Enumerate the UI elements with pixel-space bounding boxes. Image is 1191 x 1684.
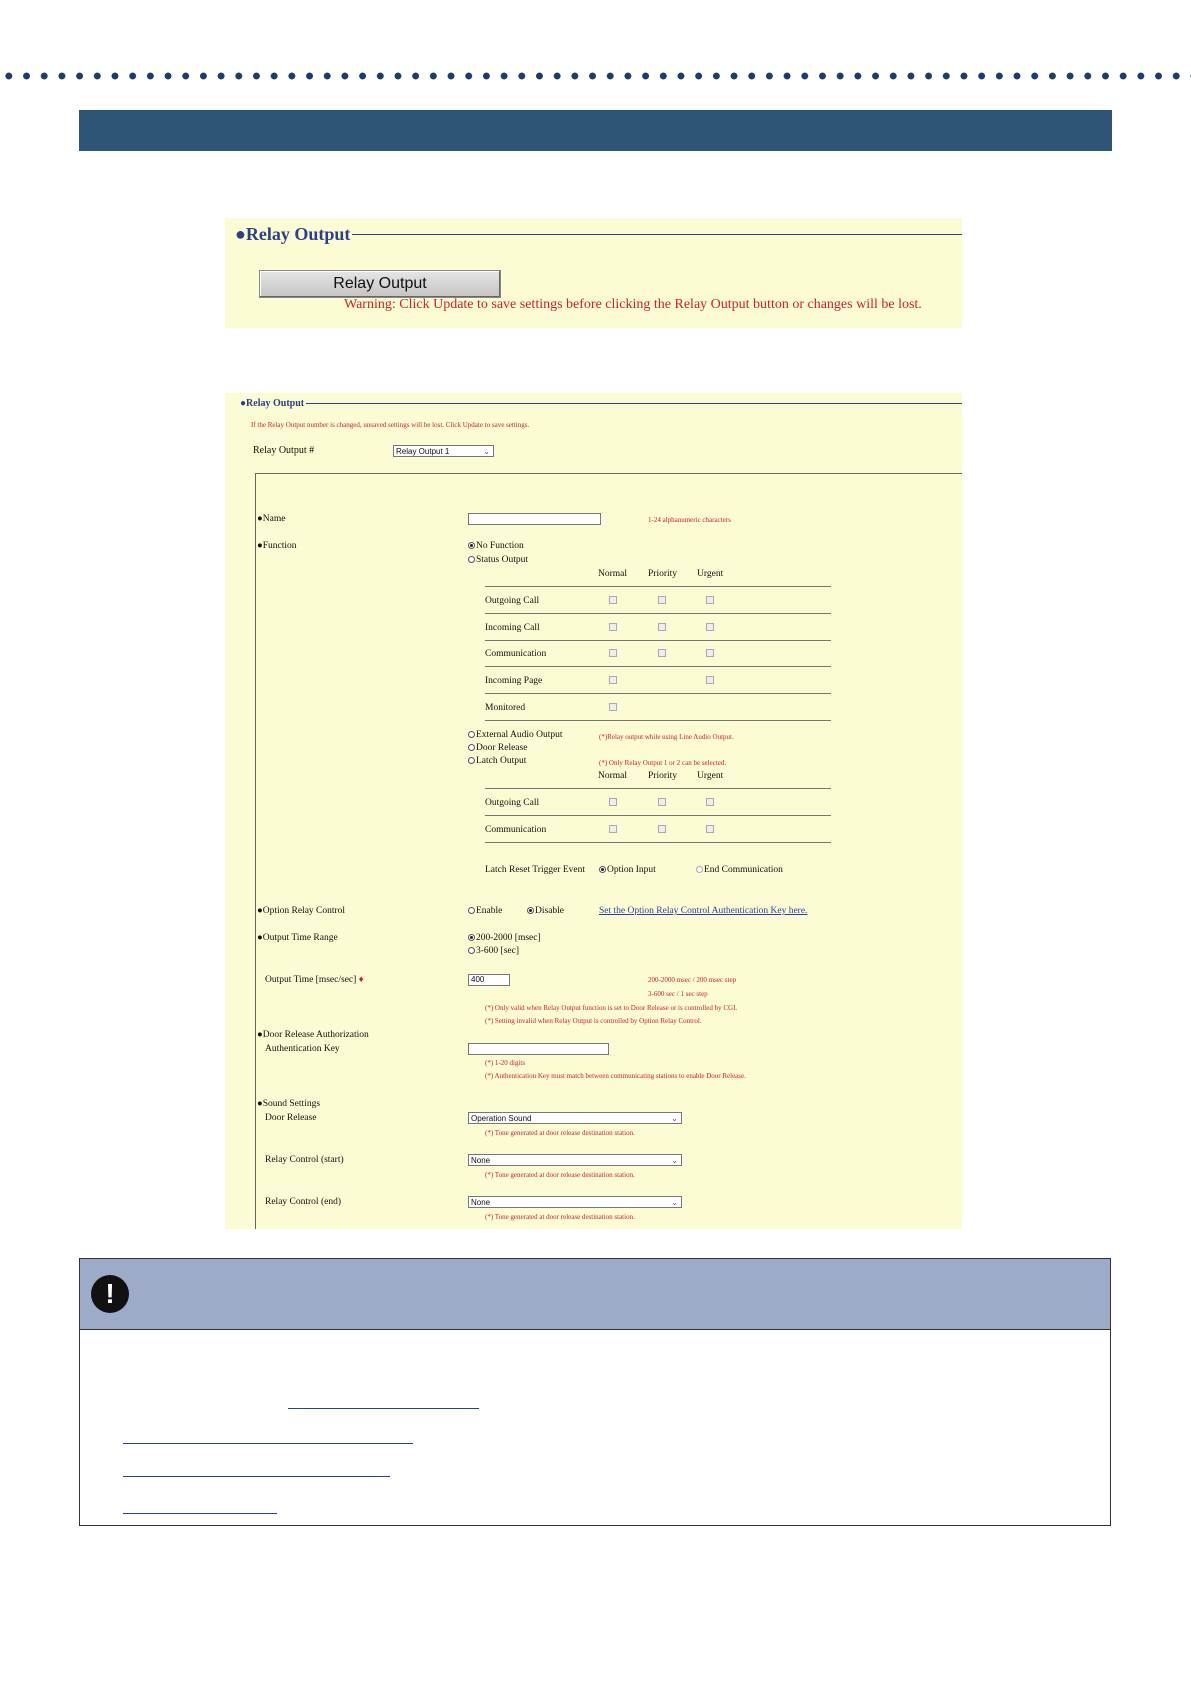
chevron-down-icon: ⌄ xyxy=(483,447,490,456)
dotted-divider xyxy=(0,72,1191,80)
status-row-label: Communication xyxy=(485,649,547,659)
option-relay-label: ●Option Relay Control xyxy=(257,906,346,916)
door-auth-label: ●Door Release Authorization xyxy=(257,1030,369,1040)
name-label: ●Name xyxy=(257,514,286,524)
radio-selected-icon xyxy=(527,907,534,914)
checkbox[interactable] xyxy=(609,825,617,833)
checkbox[interactable] xyxy=(658,649,666,657)
chevron-down-icon: ⌄ xyxy=(671,1198,678,1207)
link-underline[interactable] xyxy=(288,1408,479,1409)
checkbox[interactable] xyxy=(658,825,666,833)
output-time-label: Output Time [msec/sec] ♦ xyxy=(265,975,364,985)
link-underline[interactable] xyxy=(123,1513,277,1514)
checkbox[interactable] xyxy=(658,798,666,806)
radio-icon xyxy=(468,757,475,764)
latch-row-label: Communication xyxy=(485,825,547,835)
radio-selected-icon xyxy=(599,866,606,873)
sound-start-select[interactable]: None ⌄ xyxy=(468,1154,682,1166)
col-priority: Priority xyxy=(648,771,678,781)
latch-option-input-radio[interactable]: Option Input xyxy=(599,865,656,875)
name-note: 1-24 alphanumeric characters xyxy=(648,516,731,524)
checkbox[interactable] xyxy=(609,649,617,657)
legend-title: ●Relay Output xyxy=(235,224,351,244)
legend-title: ●Relay Output xyxy=(240,398,305,409)
range-msec-radio[interactable]: 200-2000 [msec] xyxy=(468,933,541,943)
latch-reset-label: Latch Reset Trigger Event xyxy=(485,865,585,875)
checkbox[interactable] xyxy=(609,623,617,631)
sound-note: (*) Tone generated at door release destination station. xyxy=(485,1213,635,1221)
sound-start-label: Relay Control (start) xyxy=(265,1155,344,1165)
sound-door-label: Door Release xyxy=(265,1113,317,1123)
relay-change-notice: If the Relay Output number is changed, unsaved settings will be lost. Click Update to save settings. xyxy=(251,421,530,429)
chevron-down-icon: ⌄ xyxy=(671,1156,678,1165)
relay-number-label: Relay Output # xyxy=(253,445,315,456)
link-underline[interactable] xyxy=(123,1443,413,1444)
radio-icon xyxy=(468,731,475,738)
latch-output-note: (*) Only Relay Output 1 or 2 can be selected. xyxy=(599,759,727,767)
chevron-down-icon: ⌄ xyxy=(671,1114,678,1123)
external-audio-note: (*)Relay output while using Line Audio Output. xyxy=(599,733,734,741)
range-sec-radio[interactable]: 3-600 [sec] xyxy=(468,946,519,956)
col-urgent: Urgent xyxy=(697,771,724,781)
checkbox[interactable] xyxy=(609,596,617,604)
auth-key-input[interactable] xyxy=(468,1043,609,1055)
radio-icon xyxy=(468,556,475,563)
checkbox[interactable] xyxy=(658,623,666,631)
fn-latch-output-option[interactable]: Latch Output xyxy=(468,756,526,766)
checkbox[interactable] xyxy=(706,623,714,631)
radio-selected-icon xyxy=(468,542,475,549)
relay-number-select[interactable]: Relay Output 1 ⌄ xyxy=(393,445,494,457)
panel-legend xyxy=(240,398,962,409)
panel-legend xyxy=(235,224,962,245)
checkbox[interactable] xyxy=(609,703,617,711)
checkbox[interactable] xyxy=(706,596,714,604)
opt-enable-radio[interactable]: Enable xyxy=(468,906,502,916)
name-input[interactable] xyxy=(468,513,601,525)
col-normal: Normal xyxy=(598,569,628,579)
status-row-label: Incoming Call xyxy=(485,623,540,633)
function-label: ●Function xyxy=(257,541,297,551)
section-header-bar xyxy=(79,110,1112,151)
checkbox[interactable] xyxy=(706,676,714,684)
output-note: 200-2000 msec / 200 msec step xyxy=(648,976,737,984)
checkbox[interactable] xyxy=(706,798,714,806)
output-range-label: ●Output Time Range xyxy=(257,933,338,943)
output-note: (*) Only valid when Relay Output function is set to Door Release or is controlled by CGI. xyxy=(485,1004,738,1012)
checkbox[interactable] xyxy=(609,676,617,684)
sound-door-select[interactable]: Operation Sound ⌄ xyxy=(468,1112,682,1124)
status-row-label: Incoming Page xyxy=(485,676,543,686)
radio-icon xyxy=(468,947,475,954)
checkbox[interactable] xyxy=(609,798,617,806)
col-priority: Priority xyxy=(648,569,678,579)
fn-door-release-option[interactable]: Door Release xyxy=(468,743,527,753)
link-underline[interactable] xyxy=(123,1476,390,1477)
radio-icon xyxy=(696,866,703,873)
status-row-label: Monitored xyxy=(485,703,526,713)
checkbox[interactable] xyxy=(658,596,666,604)
sound-end-label: Relay Control (end) xyxy=(265,1197,341,1207)
relay-output-panel-button xyxy=(225,218,962,328)
opt-disable-radio[interactable]: Disable xyxy=(527,906,564,916)
radio-icon xyxy=(468,907,475,914)
exclamation-icon: ! xyxy=(91,1275,129,1313)
required-mark: ♦ xyxy=(358,975,364,985)
relay-output-button[interactable]: Relay Output xyxy=(259,270,501,298)
fn-no-function-option[interactable]: No Function xyxy=(468,541,524,551)
output-note: (*) Setting invalid when Relay Output is controlled by Option Relay Control. xyxy=(485,1017,702,1025)
sound-end-select[interactable]: None ⌄ xyxy=(468,1196,682,1208)
auth-note: (*) Authentication Key must match between communicating stations to enable Door Release. xyxy=(485,1072,746,1080)
important-box xyxy=(79,1258,1111,1526)
output-time-input[interactable]: 400 xyxy=(468,974,510,986)
radio-icon xyxy=(468,744,475,751)
sound-note: (*) Tone generated at door release destination station. xyxy=(485,1129,635,1137)
latch-row-label: Outgoing Call xyxy=(485,798,540,808)
fn-external-audio-option[interactable]: External Audio Output xyxy=(468,730,563,740)
status-row-label: Outgoing Call xyxy=(485,596,540,606)
auth-note: (*) 1-20 digits xyxy=(485,1059,526,1067)
fn-status-output-option[interactable]: Status Output xyxy=(468,555,528,565)
option-relay-auth-link[interactable]: Set the Option Relay Control Authentication Key here. xyxy=(599,906,808,916)
col-urgent: Urgent xyxy=(697,569,724,579)
warning-text: Warning: Click Update to save settings before clicking the Relay Output button or changes will be lost. xyxy=(344,297,922,312)
relay-output-settings-panel xyxy=(225,393,962,1229)
output-note: 3-600 sec / 1 sec step xyxy=(648,990,708,998)
radio-selected-icon xyxy=(468,934,475,941)
col-normal: Normal xyxy=(598,771,628,781)
important-header xyxy=(80,1259,1110,1330)
sound-settings-label: ●Sound Settings xyxy=(257,1099,321,1109)
checkbox[interactable] xyxy=(706,825,714,833)
checkbox[interactable] xyxy=(706,649,714,657)
latch-end-comm-radio[interactable]: End Communication xyxy=(696,865,783,875)
sound-note: (*) Tone generated at door release destination station. xyxy=(485,1171,635,1179)
auth-key-label: Authentication Key xyxy=(265,1044,340,1054)
